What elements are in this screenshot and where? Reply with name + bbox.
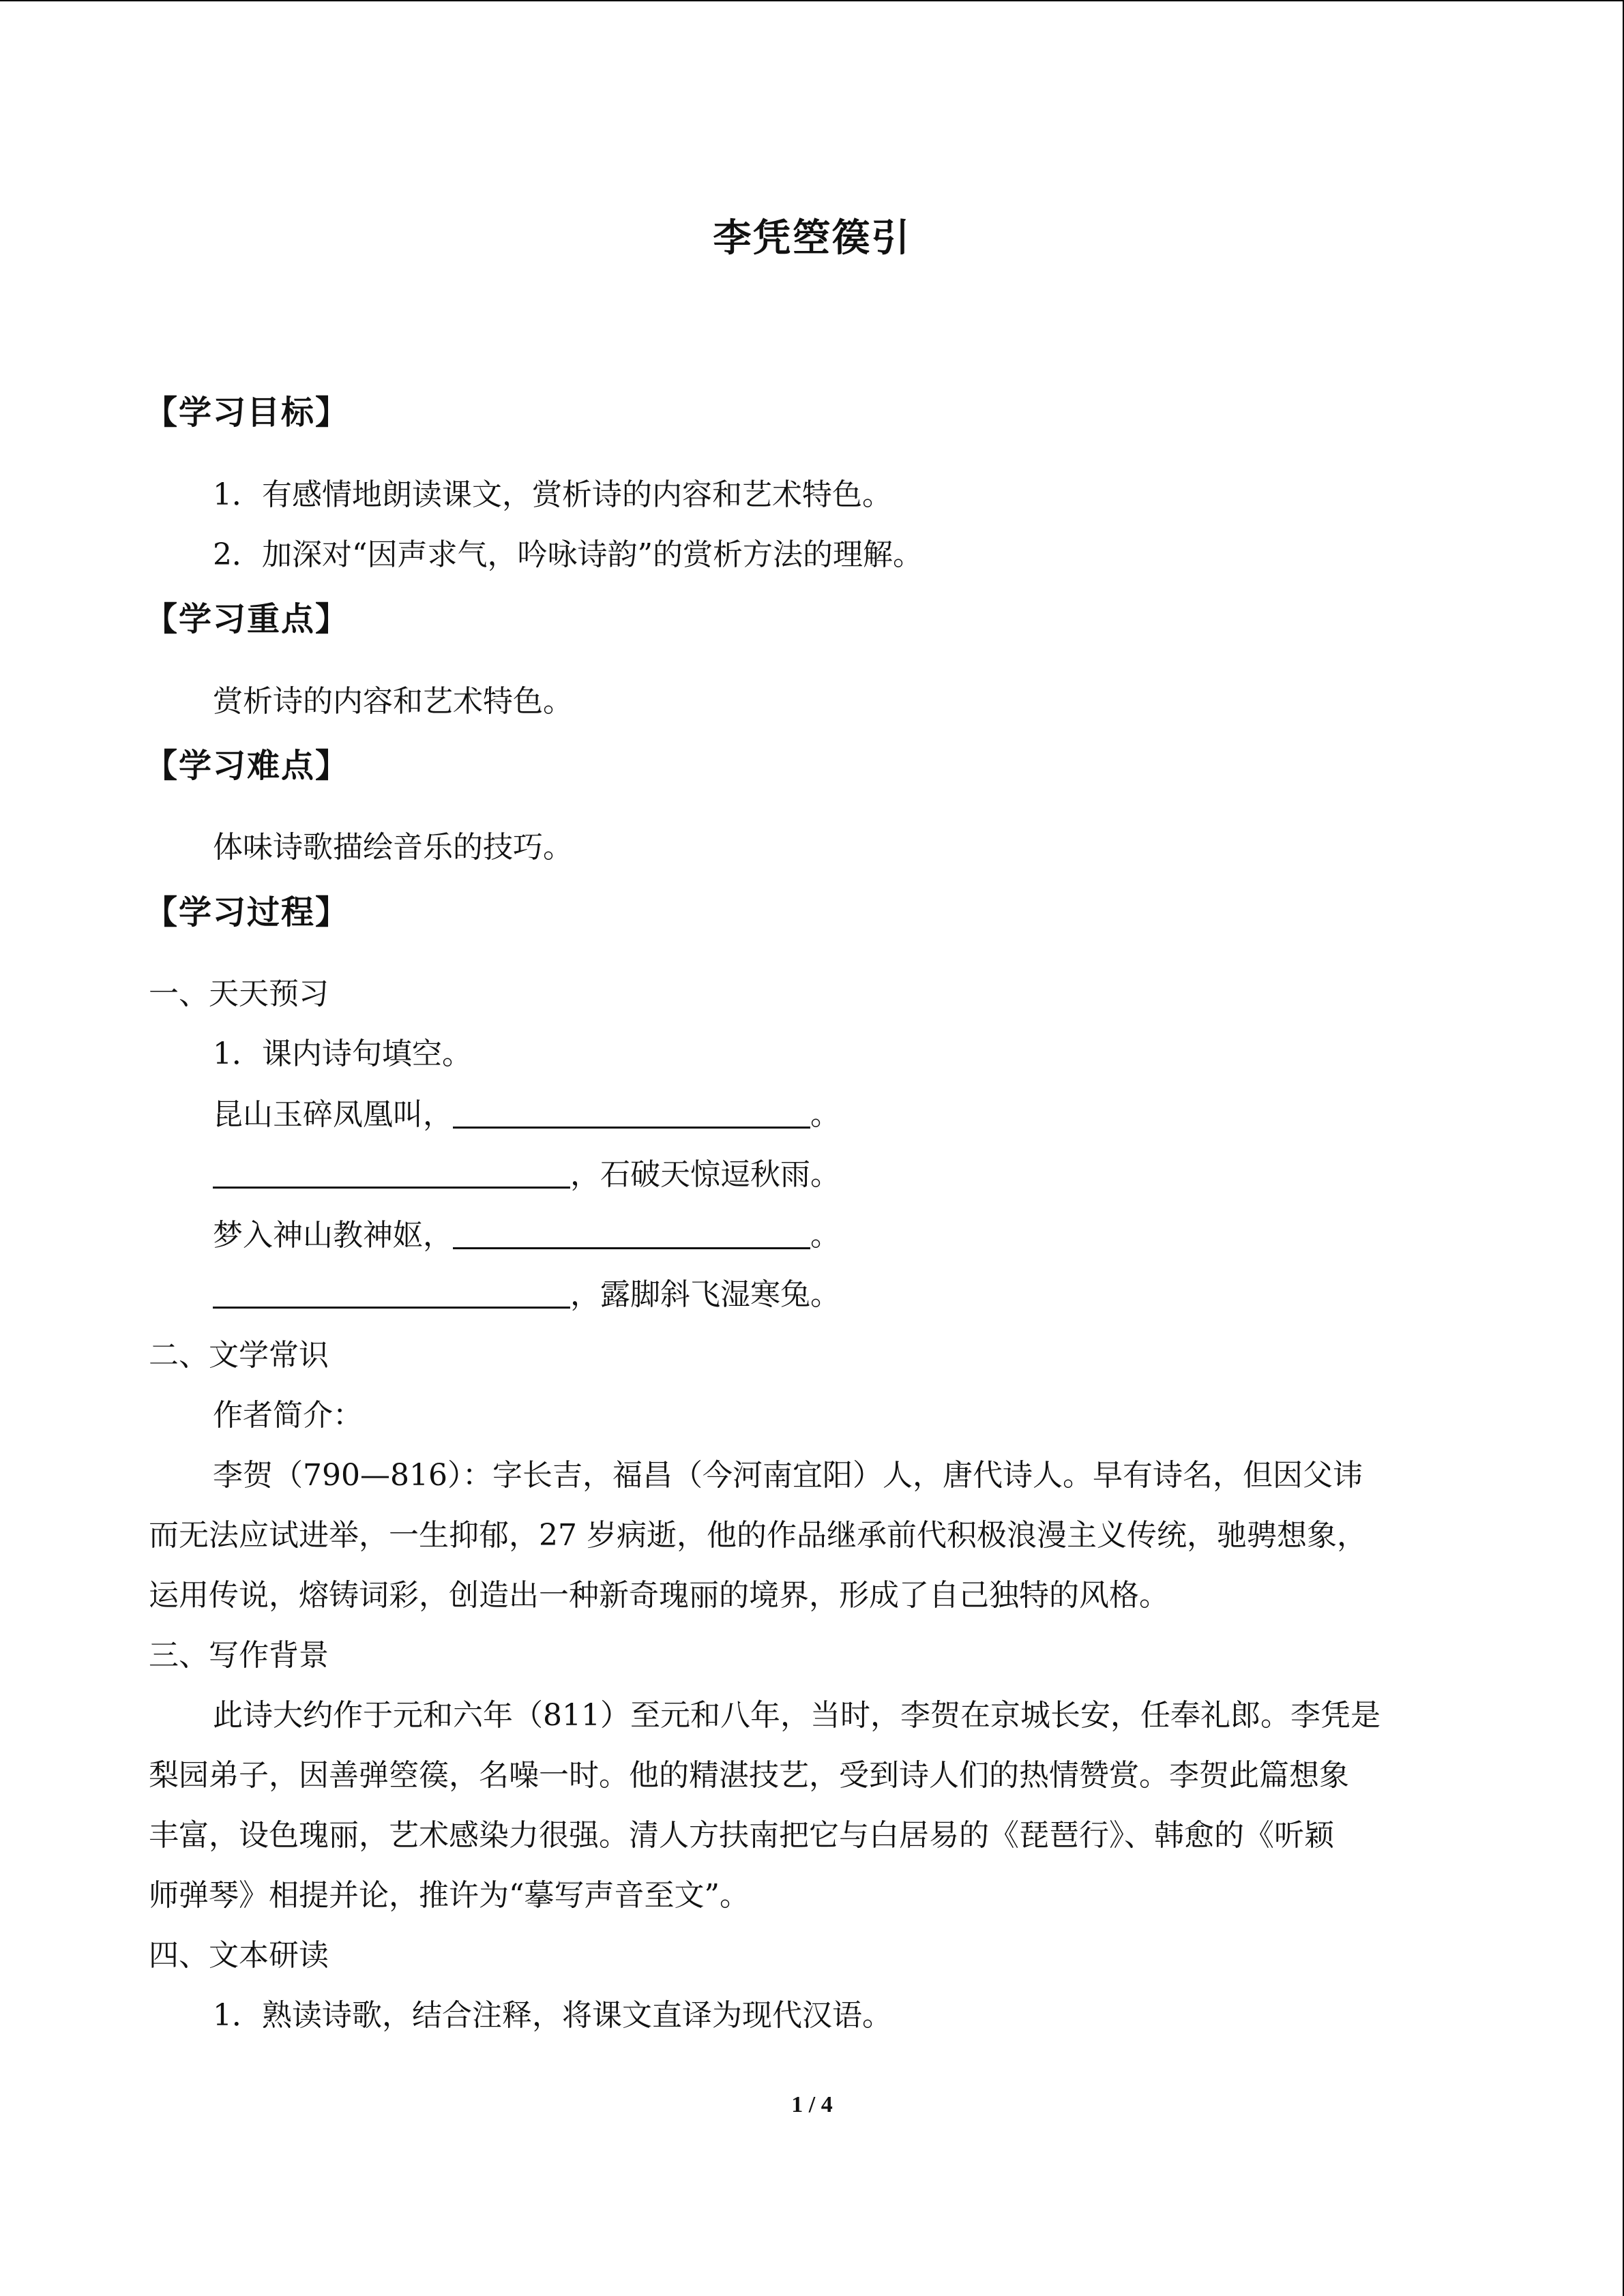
difficulty-text: 体味诗歌描绘音乐的技巧。 [213,830,573,865]
fill-line-2 [213,1154,840,1195]
section-header-difficulty: 【学习难点】 [145,747,350,785]
author-bio-line-1: 李贺（790—816）：字长吉，福昌（今河南宜阳）人，唐代诗人。早有诗名，但因父讳 [213,1458,1363,1493]
fill-line-3 [213,1215,840,1256]
background-line-4: 师弹琴》相提并论，推许为“摹写声音至文”。 [149,1878,750,1913]
goal-item-2: 2．加深对“因声求气，吟咏诗韵”的赏析方法的理解。 [213,537,923,572]
page-number: 1 / 4 [791,2092,833,2117]
fill-blank-1[interactable] [453,1097,810,1129]
fill-line-2-suffix: ，石破天惊逗秋雨。 [570,1157,840,1192]
section-header-goals: 【学习目标】 [145,393,350,432]
part3-heading: 三、写作背景 [149,1638,329,1673]
background-line-3: 丰富，设色瑰丽，艺术感染力很强。清人方扶南把它与白居易的《琵琶行》、韩愈的《听颖 [149,1818,1334,1853]
part1-heading: 一、天天预习 [149,976,329,1011]
fill-blank-2[interactable] [213,1157,570,1189]
part4-heading: 四、文本研读 [149,1938,329,1973]
fill-line-3-suffix: 。 [810,1218,840,1253]
author-intro-label: 作者简介： [213,1398,363,1433]
part4-task: 1．熟读诗歌，结合注释，将课文直译为现代汉语。 [213,1998,892,2033]
goal-item-1: 1．有感情地朗读课文，赏析诗的内容和艺术特色。 [213,477,892,512]
part2-heading: 二、文学常识 [149,1338,329,1373]
background-line-1: 此诗大约作于元和六年（811）至元和八年，当时，李贺在京城长安，任奉礼郎。李凭是 [213,1698,1381,1733]
fill-line-4-suffix: ，露脚斜飞湿寒兔。 [570,1277,840,1312]
author-bio-line-3: 运用传说，熔铸词彩，创造出一种新奇瑰丽的境界，形成了自己独特的风格。 [149,1578,1169,1613]
fill-line-1-prefix: 昆山玉碎凤凰叫， [213,1097,453,1132]
part1-task: 1．课内诗句填空。 [213,1037,472,1071]
fill-line-3-prefix: 梦入神山教神妪， [213,1218,453,1253]
background-line-2: 梨园弟子，因善弹箜篌，名噪一时。他的精湛技艺，受到诗人们的热情赞赏。李贺此篇想象 [149,1758,1349,1793]
fill-line-1-suffix: 。 [810,1097,840,1132]
focus-text: 赏析诗的内容和艺术特色。 [213,684,573,719]
fill-blank-3[interactable] [453,1217,810,1249]
fill-line-1 [213,1094,840,1135]
author-bio-line-2: 而无法应试进举，一生抑郁，27 岁病逝，他的作品继承前代积极浪漫主义传统，驰骋想象， [149,1518,1367,1553]
page-title: 李凭箜篌引 [713,216,911,260]
fill-line-4 [213,1274,840,1315]
section-header-focus: 【学习重点】 [145,600,350,638]
fill-blank-4[interactable] [213,1277,570,1309]
section-header-process: 【学习过程】 [145,893,350,931]
